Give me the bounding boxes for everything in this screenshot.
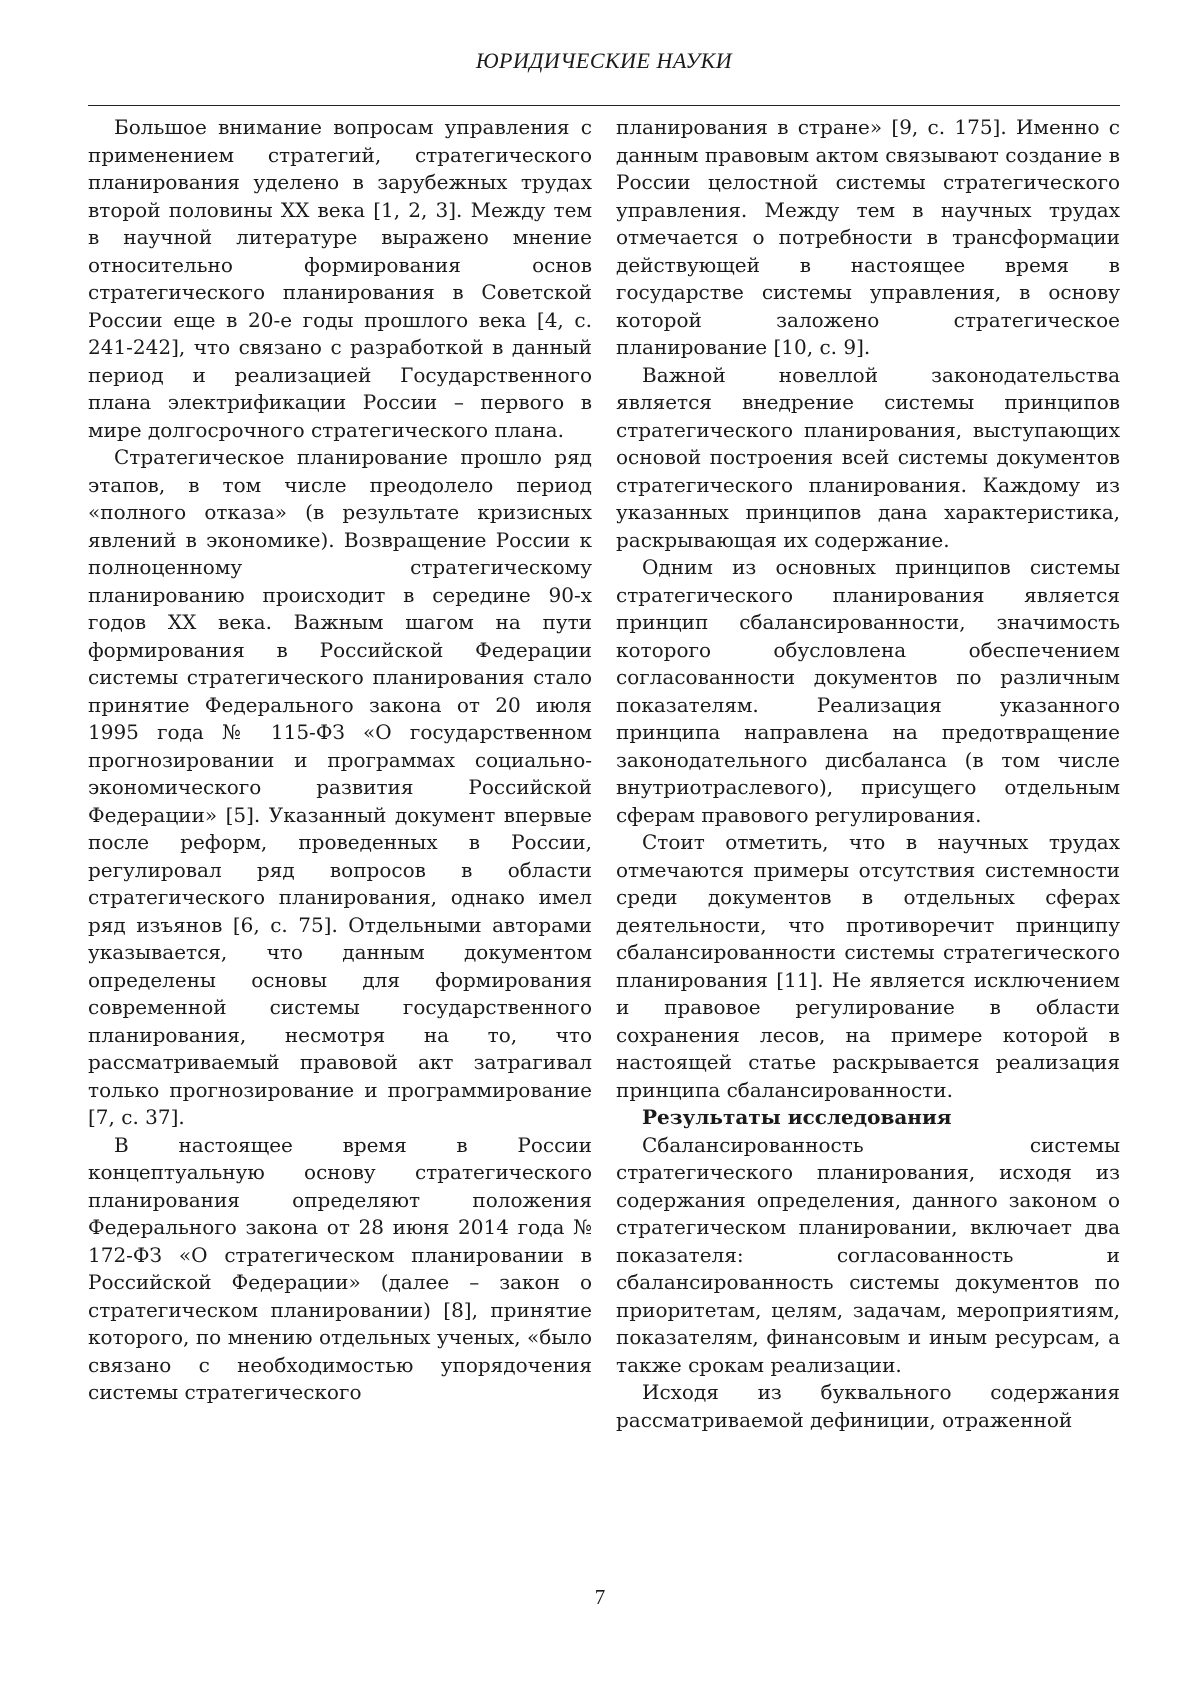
page-number: 7 (594, 1585, 606, 1609)
paragraph: Стоит отметить, что в научных трудах отмечаются примеры отсутствия системности среди документов в отдельных сферах деятельности, что противоречит принципу сбалансированности системы стратегического планирования [11]. Не является исключением и правовое регулирование в области сохранения лесов, на примере которой в настоящей статье раскрывается реализация принципа сбалансированности. (616, 830, 1120, 1102)
paragraph: Одним из основных принципов системы стратегического планирования является принцип сбалансированности, значимость которого обусловлена обеспечением согласованности документов по различным показателям. Реализация указанного принципа направлена на предотвращение законодательного дисбаланса (в том числе внутриотраслевого), присущего отдельным сферам правового регулирования. (616, 555, 1120, 827)
right-column (616, 114, 1120, 1434)
paragraph: Сбалансированность системы стратегического планирования, исходя из содержания определения, данного законом о стратегическом планировании, включает два показателя: согласованность и сбалансированность системы документов по приоритетам, целям, задачам, мероприятиям, показателям, финансовым и иным ресурсам, а также срокам реализации. (616, 1132, 1120, 1377)
paragraph: Важной новеллой законодательства является внедрение системы принципов стратегического планирования, выступающих основой построения всей системы документов стратегического планирования. Каждому из указанных принципов дана характеристика, раскрывающая их содержание. (616, 362, 1120, 552)
paragraph: В настоящее время в России концептуальную основу стратегического планирования определяют положения Федерального закона от 28 июня 2014 года № 172-ФЗ «О стратегическом планировании в Российской Федерации» (далее – закон о стратегическом планировании) [8], принятие которого, по мнению отдельных ученых, «было связано с необходимостью упорядочения системы стратегического (88, 1132, 592, 1404)
paragraph: Стратегическое планирование прошло ряд этапов, в том числе преодолело период «полного отказа» (в результате кризисных явлений в экономике). Возвращение России к полноценному стратегическому планированию происходит в середине 90-х годов XX века. Важным шагом на пути формирования в Российской Федерации системы стратегического планирования стало принятие Федерального закона от 20 июля 1995 года № 115-ФЗ «О государственном прогнозировании и программах социально-экономического развития Российской Федерации» [5]. Указанный документ впервые после реформ, проведенных в России, регулировал ряд вопросов в области стратегического планирования, однако имел ряд изъянов [6, с. 75]. Отдельными авторами указывается, что данным документом определены основы для формирования современной системы государственного планирования, несмотря на то, что рассматриваемый правовой акт затрагивал только прогнозирование и программирование [7, с. 37]. (88, 445, 592, 1129)
paragraph-continued: планирования в стране» [9, с. 175]. Именно с данным правовым актом связывают создание в России целостной системы стратегического управления. Между тем в научных трудах отмечается о потребности в трансформации действующей в настоящее время в государстве системы управления, в основу которой заложено стратегическое планирование [10, с. 9]. (616, 115, 1120, 359)
header-rule (88, 105, 1120, 106)
paragraph: Исходя из буквального содержания рассматриваемой дефиниции, отраженной (616, 1380, 1120, 1432)
left-column (88, 114, 592, 1407)
paragraph: Большое внимание вопросам управления с применением стратегий, стратегического планирования уделено в зарубежных трудах второй половины XX века [1, 2, 3]. Между тем в научной литературе выражено мнение относительно формирования основ стратегического планирования в Советской России еще в 20-е годы прошлого века [4, с. 241-242], что связано с разработкой в данный период и реализацией Государственного плана электрификации России – первого в мире долгосрочного стратегического плана. (88, 115, 592, 442)
section-heading: Результаты исследования (642, 1105, 952, 1129)
running-title: ЮРИДИЧЕСКИЕ НАУКИ (475, 48, 733, 73)
